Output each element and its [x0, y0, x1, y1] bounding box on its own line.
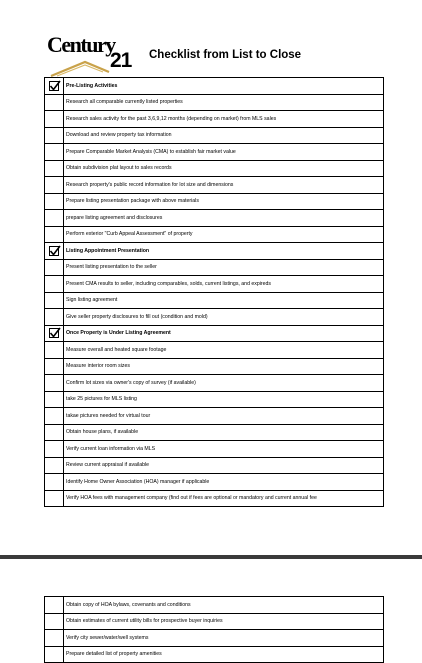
checkbox-cell [45, 78, 64, 95]
checkbox-cell [45, 94, 64, 111]
checklist-row [45, 193, 384, 210]
checklist-row [45, 490, 384, 507]
checklist-item-label: Verify city sewer/water/well systems [64, 630, 384, 647]
checked-checkbox-icon[interactable] [49, 328, 59, 338]
checklist-item-label: Research all comparable currently listed properties [64, 94, 384, 111]
section-header-label: Pre-Listing Activities [64, 78, 384, 95]
logo-number: 21 [110, 49, 132, 72]
checkbox-cell [45, 226, 64, 243]
checklist-item-label: Verify HOA fees with management company (find out if fees are optional or mandatory and current annual fee [64, 490, 384, 507]
house-roof-icon [49, 56, 111, 78]
checkbox-cell [45, 325, 64, 342]
checklist-row [45, 408, 384, 425]
checklist-row [45, 111, 384, 128]
checklist-item-label: Measure interior room sizes [64, 358, 384, 375]
checklist-row [45, 177, 384, 194]
checkbox-cell [45, 210, 64, 227]
checked-checkbox-icon[interactable] [49, 81, 59, 91]
checklist-row [45, 309, 384, 326]
checkbox-cell [45, 160, 64, 177]
checklist-row [45, 613, 384, 630]
checklist-item-label: Confirm lot sizes via owner's copy of survey (if available) [64, 375, 384, 392]
section-header-label: Listing Appointment Presentation [64, 243, 384, 260]
checkbox-cell [45, 646, 64, 663]
checklist-item-label: Perform exterior "Curb Appeal Assessment" of property [64, 226, 384, 243]
checkbox-cell [45, 613, 64, 630]
checklist-row [45, 210, 384, 227]
checkbox-cell [45, 111, 64, 128]
checklist-item-label: takae pictures needed for virtual tour [64, 408, 384, 425]
checklist-item-label: Give seller property disclosures to fill out (condition and mold) [64, 309, 384, 326]
checklist-row [45, 597, 384, 614]
checklist-row [45, 646, 384, 663]
section-header-row [45, 243, 384, 260]
checklist-row [45, 375, 384, 392]
checklist-item-label: Research sales activity for the past 3,6,9,12 months (depending on market) from MLS sales [64, 111, 384, 128]
logo-wordmark: Century [47, 32, 115, 57]
checkbox-cell [45, 474, 64, 491]
checklist-item-label: Present CMA results to seller, including comparables, solds, current listings, and expireds [64, 276, 384, 293]
checklist-row [45, 342, 384, 359]
checkbox-cell [45, 490, 64, 507]
checklist-item-label: Obtain house plans, if available [64, 424, 384, 441]
checklist-row [45, 127, 384, 144]
checklist-table-page2 [44, 596, 384, 663]
checkbox-cell [45, 358, 64, 375]
checkbox-cell [45, 144, 64, 161]
checklist-item-label: Prepare detailed list of property amenities [64, 646, 384, 663]
checkbox-cell [45, 408, 64, 425]
checklist-row [45, 424, 384, 441]
checklist-row [45, 441, 384, 458]
checklist-item-label: Prepare listing presentation package with above materials [64, 193, 384, 210]
checkbox-cell [45, 441, 64, 458]
checkbox-cell [45, 630, 64, 647]
checklist-row [45, 94, 384, 111]
checklist-row [45, 144, 384, 161]
page-title: Checklist from List to Close [149, 49, 302, 61]
checklist-item-label: Sign listing agreement [64, 292, 384, 309]
checkbox-cell [45, 276, 64, 293]
checklist-item-label: prepare listing agreement and disclosures [64, 210, 384, 227]
checklist-item-label: Obtain copy of HOA bylaws, covenants and conditions [64, 597, 384, 614]
checklist-item-label: take 25 pictures for MLS listing [64, 391, 384, 408]
checkbox-cell [45, 259, 64, 276]
checklist-item-label: Review current appraisal if available [64, 457, 384, 474]
checklist-row [45, 391, 384, 408]
checklist-row [45, 226, 384, 243]
checkbox-cell [45, 597, 64, 614]
checkbox-cell [45, 193, 64, 210]
checkbox-cell [45, 424, 64, 441]
checklist-item-label: Identify Home Owner Association (HOA) manager if applicable [64, 474, 384, 491]
checklist-row [45, 630, 384, 647]
checklist-row [45, 292, 384, 309]
checklist-row [45, 259, 384, 276]
page-separator [0, 555, 422, 559]
century21-logo [47, 34, 137, 78]
checklist-item-label: Present listing presentation to the seller [64, 259, 384, 276]
checklist-item-label: Obtain estimates of current utility bills for prospective buyer inquiries [64, 613, 384, 630]
checkbox-cell [45, 391, 64, 408]
checklist-item-label: Prepare Comparable Market Analysis (CMA) to establish fair market value [64, 144, 384, 161]
checklist-item-label: Measure overall and heated square footage [64, 342, 384, 359]
checklist-table-page1 [44, 77, 384, 507]
checklist-item-label: Research property's public record information for lot size and dimensions [64, 177, 384, 194]
checklist-item-label: Download and review property tax information [64, 127, 384, 144]
checklist-row [45, 358, 384, 375]
checklist-item-label: Verify current loan information via MLS [64, 441, 384, 458]
checklist-row [45, 474, 384, 491]
checkbox-cell [45, 457, 64, 474]
checklist-item-label: Obtain subdivision plat layout to sales records [64, 160, 384, 177]
checklist-row [45, 457, 384, 474]
section-header-row [45, 325, 384, 342]
checkbox-cell [45, 127, 64, 144]
checklist-row [45, 276, 384, 293]
section-header-label: Once Property is Under Listing Agreement [64, 325, 384, 342]
checkbox-cell [45, 177, 64, 194]
section-header-row [45, 78, 384, 95]
checkbox-cell [45, 375, 64, 392]
checked-checkbox-icon[interactable] [49, 246, 59, 256]
checklist-row [45, 160, 384, 177]
checkbox-cell [45, 309, 64, 326]
checkbox-cell [45, 342, 64, 359]
checkbox-cell [45, 243, 64, 260]
checkbox-cell [45, 292, 64, 309]
